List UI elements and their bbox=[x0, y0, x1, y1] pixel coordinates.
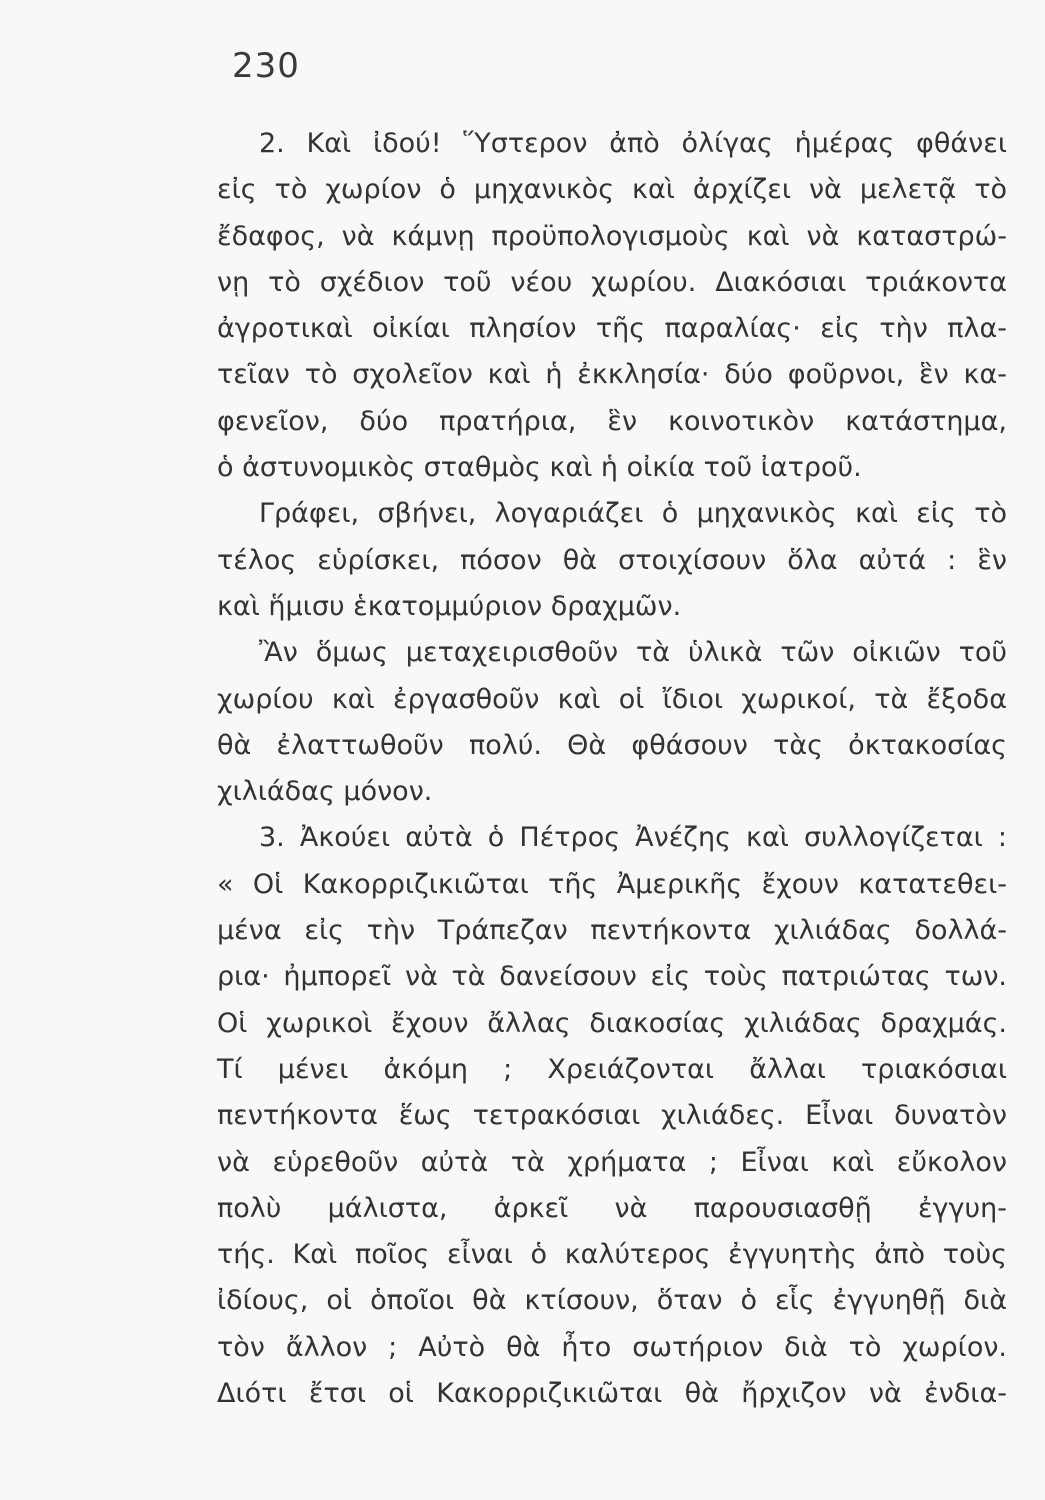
text-line: νὰ εὑρεθοῦν αὐτὰ τὰ χρήματα ; Εἶναι καὶ εὔκολον bbox=[217, 1146, 1007, 1178]
text-line: θὰ ἐλαττωθοῦν πολύ. Θὰ φθάσουν τὰς ὀκτακοσίας bbox=[217, 729, 1007, 761]
text-line: μένα εἰς τὴν Τράπεζαν πεντήκοντα χιλιάδας δολλά- bbox=[217, 915, 1007, 947]
text-line: 3. Ἀκούει αὐτὰ ὁ Πέτρος Ἀνέζης καὶ συλλογίζεται : bbox=[259, 822, 1007, 854]
text-line: ὁ ἀστυνομικὸς σταθμὸς καὶ ἡ οἰκία τοῦ ἰατροῦ. bbox=[217, 452, 862, 484]
text-line: χιλιάδας μόνον. bbox=[217, 776, 433, 808]
text-line: « Οἱ Κακορριζικιῶται τῆς Ἀμερικῆς ἔχουν κατατεθει- bbox=[217, 868, 1007, 900]
text-line: ἀγροτικαὶ οἰκίαι πλησίον τῆς παραλίας· εἰς τὴν πλα- bbox=[217, 313, 1007, 345]
page-number: 230 bbox=[232, 46, 300, 86]
text-line: Ἂν ὅμως μεταχειρισθοῦν τὰ ὑλικὰ τῶν οἰκιῶν τοῦ bbox=[259, 637, 1007, 669]
text-line: 2. Καὶ ἰδού! Ὕστερον ἀπὸ ὀλίγας ἡμέρας φθάνει bbox=[259, 128, 1007, 159]
body-text bbox=[217, 121, 1007, 1417]
text-line: τεῖαν τὸ σχολεῖον καὶ ἡ ἐκκλησία· δύο φοῦρνοι, ἓν κα- bbox=[217, 359, 1007, 391]
text-line: τὸν ἄλλον ; Αὐτὸ θὰ ἦτο σωτήριον διὰ τὸ χωρίον. bbox=[217, 1331, 1007, 1363]
text-line: Τί μένει ἀκόμη ; Χρειάζονται ἄλλαι τριακόσιαι bbox=[217, 1053, 1007, 1085]
text-line: καὶ ἥμισυ ἑκατομμύριον δραχμῶν. bbox=[217, 590, 682, 622]
text-line: τής. Καὶ ποῖος εἶναι ὁ καλύτερος ἐγγυητὴς ἀπὸ τοὺς bbox=[217, 1239, 1007, 1271]
text-line: Διότι ἔτσι οἱ Κακορριζικιῶται θὰ ἤρχιζον νὰ ἐνδια- bbox=[217, 1378, 1007, 1410]
text-line: νῃ τὸ σχέδιον τοῦ νέου χωρίου. Διακόσιαι τριάκοντα bbox=[217, 266, 1007, 298]
text-line: ἰδίους, οἱ ὁποῖοι θὰ κτίσουν, ὅταν ὁ εἷς ἐγγυηθῇ διὰ bbox=[217, 1285, 1007, 1317]
text-line: εἰς τὸ χωρίον ὁ μηχανικὸς καὶ ἀρχίζει νὰ μελετᾷ τὸ bbox=[217, 174, 1007, 206]
text-line: ρια· ἠμπορεῖ νὰ τὰ δανείσουν εἰς τοὺς πατριώτας των. bbox=[217, 961, 1007, 993]
text-line: τέλος εὑρίσκει, πόσον θὰ στοιχίσουν ὅλα αὐτά : ἓν bbox=[217, 544, 1007, 576]
text-line: Γράφει, σβήνει, λογαριάζει ὁ μηχανικὸς καὶ εἰς τὸ bbox=[259, 498, 1007, 530]
text-line: φενεῖον, δύο πρατήρια, ἓν κοινοτικὸν κατάστημα, bbox=[217, 405, 1007, 437]
text-line: πολὺ μάλιστα, ἀρκεῖ νὰ παρουσιασθῇ ἐγγυη- bbox=[217, 1192, 1007, 1224]
text-line: πεντήκοντα ἕως τετρακόσιαι χιλιάδες. Εἶναι δυνατὸν bbox=[217, 1100, 1007, 1132]
text-line: Οἱ χωρικοὶ ἔχουν ἄλλας διακοσίας χιλιάδας δραχμάς. bbox=[217, 1007, 1007, 1039]
text-line: χωρίου καὶ ἐργασθοῦν καὶ οἱ ἴδιοι χωρικοί, τὰ ἔξοδα bbox=[217, 683, 1007, 715]
text-line: ἔδαφος, νὰ κάμνῃ προϋπολογισμοὺς καὶ νὰ καταστρώ- bbox=[217, 220, 1007, 252]
